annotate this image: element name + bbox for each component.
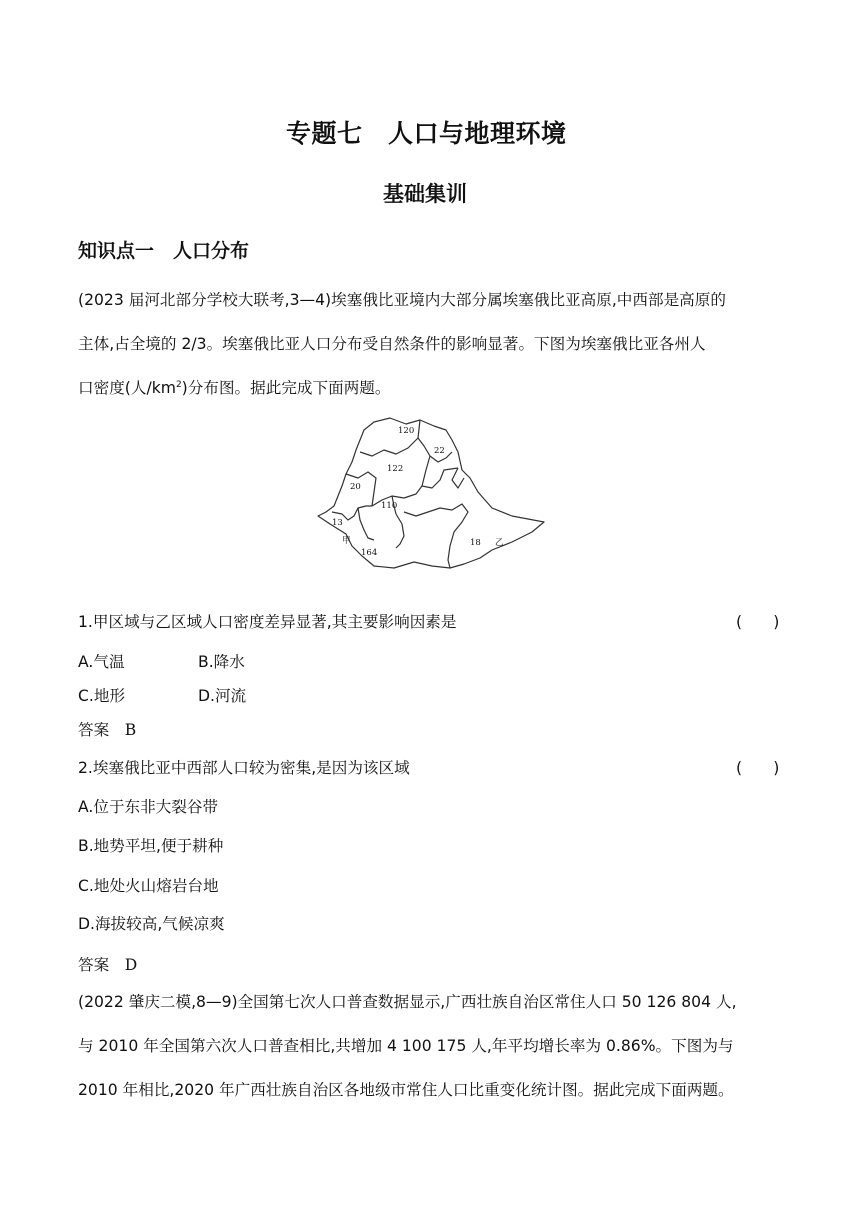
ethiopia-population-density-map xyxy=(312,416,548,570)
map-label-164: 164 xyxy=(361,548,378,558)
intro2-line1: (2022 肇庆二模,8—9)全国第七次人口普查数据显示,广西壮族自治区常住人口 50 126 804 人, xyxy=(78,993,737,1011)
map-label-122: 122 xyxy=(387,464,404,474)
question-1-option-a: A.气温 xyxy=(78,653,125,671)
map-label-22: 22 xyxy=(434,446,445,456)
question-2-option-a: A.位于东非大裂谷带 xyxy=(78,798,219,816)
intro2-line3: 2010 年相比,2020 年广西壮族自治区各地级市常住人口比重变化统计图。据此完成下面两题。 xyxy=(78,1081,734,1099)
intro1-line1: (2023 届河北部分学校大联考,3—4)埃塞俄比亚境内大部分属埃塞俄比亚高原,中西部是高原的 xyxy=(78,291,726,309)
intro1-line3: 口密度(人$/km^2$)分布图。据此完成下面两题。 xyxy=(78,379,391,397)
map-label-20: 20 xyxy=(350,482,361,492)
question-2-option-d: D.海拔较高,气候凉爽 xyxy=(78,915,225,933)
question-1-option-b: B.降水 xyxy=(198,653,245,671)
question-2-option-b: B.地势平坦,便于耕种 xyxy=(78,837,224,855)
map-label-110: 110 xyxy=(381,501,398,511)
question-2-option-c: C.地处火山熔岩台地 xyxy=(78,877,219,895)
intro1-line2: 主体,占全境的 2/3。埃塞俄比亚人口分布受自然条件的影响显著。下图为埃塞俄比亚各州人 xyxy=(78,335,706,353)
question-2-stem: 2.埃塞俄比亚中西部人口较为密集,是因为该区域 xyxy=(78,759,410,777)
question-1-answer: 答案 B xyxy=(78,721,137,739)
question-1-stem: 1.甲区域与乙区域人口密度差异显著,其主要影响因素是 xyxy=(78,613,457,631)
map-label-jia: 甲 xyxy=(342,536,351,546)
map-label-yi: 乙 xyxy=(495,538,504,548)
intro2-line2: 与 2010 年全国第六次人口普查相比,共增加 4 100 175 人,年平均增长率为 0.86%。下图为与 xyxy=(78,1037,734,1055)
question-1-option-d: D.河流 xyxy=(198,687,247,705)
map-outline xyxy=(318,418,544,568)
question-1-option-c: C.地形 xyxy=(78,687,126,705)
section-heading: 知识点一 人口分布 xyxy=(78,240,250,262)
question-1-answer-blank: ( ) xyxy=(736,613,780,631)
map-label-13: 13 xyxy=(332,518,343,528)
page-subtitle: 基础集训 xyxy=(383,182,467,206)
page-title: 专题七 人口与地理环境 xyxy=(286,119,567,148)
question-2-answer-blank: ( ) xyxy=(736,759,780,777)
map-label-120: 120 xyxy=(398,426,415,436)
map-label-18: 18 xyxy=(470,538,481,548)
question-2-answer: 答案 D xyxy=(78,956,138,974)
